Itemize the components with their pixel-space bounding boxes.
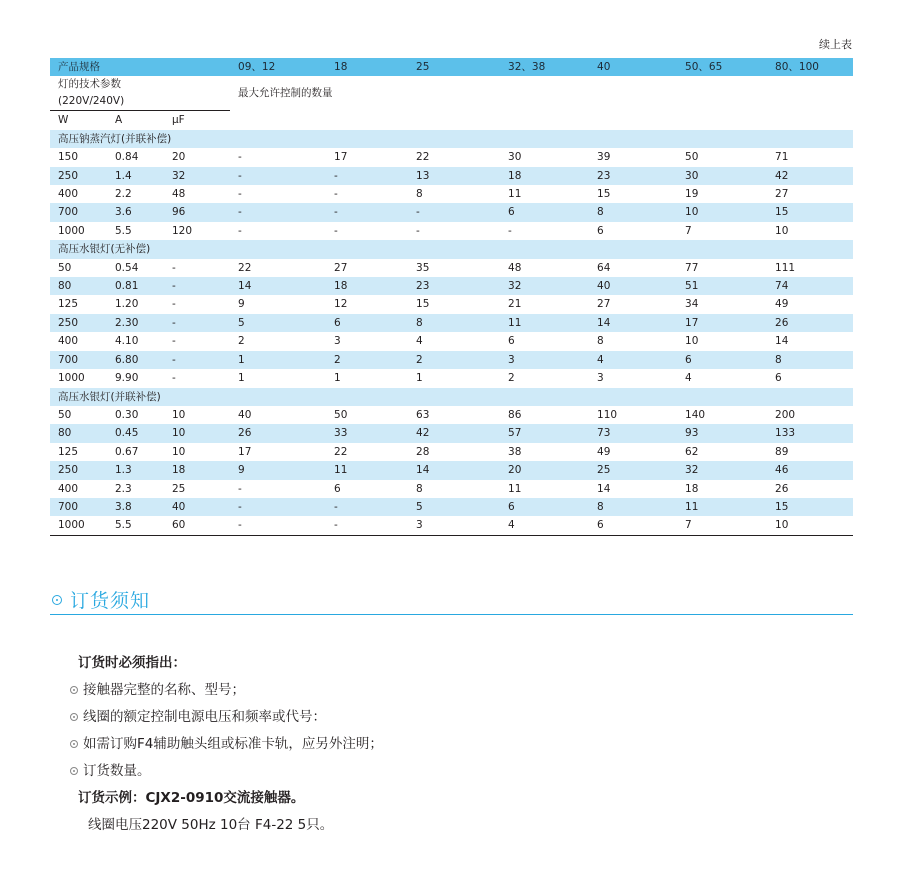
table-cell: 1000 [50,516,107,535]
table-cell: 17 [677,314,767,332]
section-title: 订货须知 [70,590,151,612]
table-cell: 5.5 [107,516,164,535]
table-cell: 27 [326,259,408,277]
table-cell: 0.84 [107,148,164,166]
table-cell: 6 [767,369,853,387]
table-cell: 63 [408,406,500,424]
table-cell: 26 [767,314,853,332]
table-cell: 14 [230,277,326,295]
table-cell: - [326,185,408,203]
table-cell: 50 [50,406,107,424]
header-label: 产品规格 [50,58,230,76]
table-cell: 89 [767,443,853,461]
table-cell: - [408,203,500,221]
table-cell: 46 [767,461,853,479]
table-cell: 3 [326,332,408,350]
units-row [50,111,853,130]
table-cell: 17 [230,443,326,461]
table-cell: - [230,148,326,166]
group-title: 高压水银灯(无补偿) [50,240,853,258]
table-cell: 2.3 [107,480,164,498]
table-cell: 250 [50,167,107,185]
table-cell: 25 [589,461,677,479]
table-cell: 22 [408,148,500,166]
table-cell: 9 [230,295,326,313]
table-cell: 11 [500,314,589,332]
table-row [50,461,853,479]
table-cell: 10 [164,443,230,461]
lamp-params-row [50,76,853,93]
table-cell: 42 [767,167,853,185]
table-row [50,351,853,369]
table-cell: 11 [326,461,408,479]
table-cell: 0.67 [107,443,164,461]
table-cell: 93 [677,424,767,442]
table-cell: 9.90 [107,369,164,387]
list-item: 线圈的额定控制电源电压和频率或代号： [70,704,383,731]
table-cell: 8 [589,203,677,221]
table-cell: 8 [408,314,500,332]
table-cell: - [230,167,326,185]
table-row [50,148,853,166]
table-row [50,332,853,350]
table-cell: 700 [50,498,107,516]
table-cell: 11 [500,480,589,498]
table-cell: 133 [767,424,853,442]
table-row [50,443,853,461]
table-cell: - [408,222,500,240]
table-cell: 8 [767,351,853,369]
table-cell: 40 [230,406,326,424]
table-cell: - [326,222,408,240]
table-row [50,167,853,185]
table-cell: 1000 [50,222,107,240]
table-cell: - [164,295,230,313]
table-cell: 125 [50,443,107,461]
table-cell: 5 [230,314,326,332]
table-cell: 18 [326,277,408,295]
table-cell: 10 [767,516,853,535]
table-cell: 200 [767,406,853,424]
table-cell: - [164,351,230,369]
table-cell: 3.6 [107,203,164,221]
table-cell: 49 [589,443,677,461]
table-cell: 20 [164,148,230,166]
group-title: 高压钠蒸汽灯(并联补偿) [50,130,853,148]
table-cell: - [164,314,230,332]
table-cell: 8 [589,332,677,350]
table-row [50,516,853,535]
size-header: 32、38 [500,58,589,76]
table-cell: 7 [677,516,767,535]
table-cell: 6 [500,203,589,221]
table-cell: 57 [500,424,589,442]
continued-label: 续上表 [819,38,852,51]
table-cell: 1.4 [107,167,164,185]
table-cell: - [326,516,408,535]
table-cell: 14 [589,480,677,498]
table-cell: 50 [50,259,107,277]
table-cell: 3 [408,516,500,535]
table-cell: 700 [50,351,107,369]
table-cell: 23 [408,277,500,295]
table-cell: 30 [677,167,767,185]
circle-bullet-icon [70,686,78,694]
table-cell: 250 [50,314,107,332]
order-example-detail: 线圈电压220V 50Hz 10台 F4-22 5只。 [88,817,334,833]
size-header: 40 [589,58,677,76]
table-cell: - [230,203,326,221]
table-cell: 34 [677,295,767,313]
table-cell: - [164,277,230,295]
table-cell: 18 [500,167,589,185]
target-circle-icon [52,595,62,605]
table-cell: 74 [767,277,853,295]
section-header [50,588,853,615]
group-title: 高压水银灯(并联补偿) [50,388,853,406]
table-cell: 28 [408,443,500,461]
table-cell: 3.8 [107,498,164,516]
table-cell: - [230,516,326,535]
table-cell: 120 [164,222,230,240]
table-cell: 73 [589,424,677,442]
table-cell: 14 [767,332,853,350]
table-cell: - [500,222,589,240]
table-cell: - [326,203,408,221]
table-cell: 27 [589,295,677,313]
table-cell: 38 [500,443,589,461]
table-cell: 18 [677,480,767,498]
size-header: 80、100 [767,58,853,76]
table-row [50,295,853,313]
lamp-params-label: 灯的技术参数 [50,76,230,93]
table-cell: - [230,185,326,203]
group-title-row [50,388,853,406]
table-cell: 6 [589,222,677,240]
table-row [50,369,853,387]
table-cell: 14 [408,461,500,479]
table-cell: - [326,167,408,185]
table-cell: 60 [164,516,230,535]
table-cell: 25 [164,480,230,498]
table-cell: 3 [589,369,677,387]
table-cell: 111 [767,259,853,277]
table-header-row [50,58,853,76]
spacer [230,111,853,130]
table-cell: 4.10 [107,332,164,350]
table-cell: 11 [500,185,589,203]
table-cell: 26 [767,480,853,498]
spec-table [50,58,853,536]
table-cell: 10 [677,332,767,350]
group-title-row [50,240,853,258]
table-cell: 62 [677,443,767,461]
table-cell: 33 [326,424,408,442]
table-row [50,259,853,277]
list-item: 接触器完整的名称、型号； [70,677,383,704]
table-cell: 0.30 [107,406,164,424]
circle-bullet-icon [70,713,78,721]
table-cell: 6 [500,498,589,516]
table-cell: 51 [677,277,767,295]
table-row [50,406,853,424]
table-cell: 26 [230,424,326,442]
table-cell: 50 [677,148,767,166]
table-cell: - [164,332,230,350]
table-cell: 15 [589,185,677,203]
table-cell: 17 [326,148,408,166]
unit-uf: μF [164,111,230,130]
table-cell: 700 [50,203,107,221]
table-cell: 125 [50,295,107,313]
table-cell: 21 [500,295,589,313]
table-cell: 400 [50,480,107,498]
table-cell: 1 [326,369,408,387]
table-cell: 8 [589,498,677,516]
table-row [50,222,853,240]
list-item: 订货数量。 [70,758,383,785]
table-cell: 77 [677,259,767,277]
table-cell: 0.45 [107,424,164,442]
table-cell: - [164,259,230,277]
table-cell: 19 [677,185,767,203]
table-cell: 42 [408,424,500,442]
table-cell: 11 [677,498,767,516]
table-cell: 39 [589,148,677,166]
table-cell: 27 [767,185,853,203]
size-header: 50、65 [677,58,767,76]
table-cell: 3 [500,351,589,369]
table-cell: 1 [408,369,500,387]
must-specify-label: 订货时必须指出： [78,655,186,671]
table-cell: 35 [408,259,500,277]
group-title-row [50,130,853,148]
unit-w: W [50,111,107,130]
table-cell: 1000 [50,369,107,387]
table-cell: 110 [589,406,677,424]
table-cell: 32 [164,167,230,185]
table-cell: 13 [408,167,500,185]
voltage-label: (220V/240V) [50,93,230,111]
table-row [50,498,853,516]
size-header: 18 [326,58,408,76]
table-cell: 5 [408,498,500,516]
table-cell: 4 [589,351,677,369]
table-cell: 6 [677,351,767,369]
table-cell: 80 [50,277,107,295]
table-cell: 2.2 [107,185,164,203]
table-cell: 0.54 [107,259,164,277]
table-cell: 8 [408,480,500,498]
max-count-label: 最大允许控制的数量 [230,76,853,111]
table-cell: 140 [677,406,767,424]
table-cell: 64 [589,259,677,277]
table-row [50,424,853,442]
table-cell: 2 [500,369,589,387]
table-cell: 2.30 [107,314,164,332]
table-cell: 2 [230,332,326,350]
table-cell: 40 [589,277,677,295]
table-cell: 150 [50,148,107,166]
table-cell: - [230,222,326,240]
table-cell: 6 [326,314,408,332]
table-cell: 15 [767,203,853,221]
table-cell: 86 [500,406,589,424]
table-cell: 71 [767,148,853,166]
table-row [50,314,853,332]
unit-a: A [107,111,164,130]
table-cell: 1.3 [107,461,164,479]
table-cell: 40 [164,498,230,516]
table-cell: - [230,498,326,516]
table-row [50,185,853,203]
table-cell: 6 [500,332,589,350]
table-cell: 48 [500,259,589,277]
table-cell: 400 [50,185,107,203]
table-cell: 22 [326,443,408,461]
table-cell: 14 [589,314,677,332]
table-cell: 1 [230,351,326,369]
table-cell: 15 [767,498,853,516]
table-cell: 4 [408,332,500,350]
table-cell: 32 [677,461,767,479]
size-header: 25 [408,58,500,76]
table-cell: 96 [164,203,230,221]
table-cell: - [164,369,230,387]
table-cell: - [326,498,408,516]
table-cell: 30 [500,148,589,166]
table-cell: 6.80 [107,351,164,369]
table-cell: 4 [500,516,589,535]
table-row [50,480,853,498]
table-cell: 5.5 [107,222,164,240]
table-cell: 400 [50,332,107,350]
table-cell: 4 [677,369,767,387]
table-cell: 0.81 [107,277,164,295]
table-cell: 7 [677,222,767,240]
size-header: 09、12 [230,58,326,76]
circle-bullet-icon [70,740,78,748]
list-item: 如需订购F4辅助触头组或标准卡轨，应另外注明； [70,731,383,758]
table-row [50,277,853,295]
table-cell: 22 [230,259,326,277]
table-cell: 49 [767,295,853,313]
table-cell: 6 [326,480,408,498]
table-cell: 80 [50,424,107,442]
table-cell: 23 [589,167,677,185]
table-cell: 15 [408,295,500,313]
table-cell: 2 [408,351,500,369]
table-cell: 32 [500,277,589,295]
table-cell: 1 [230,369,326,387]
table-cell: 50 [326,406,408,424]
table-cell: 20 [500,461,589,479]
table-cell: 10 [164,406,230,424]
table-cell: 12 [326,295,408,313]
table-cell: 1.20 [107,295,164,313]
table-cell: 2 [326,351,408,369]
circle-bullet-icon [70,767,78,775]
table-cell: 8 [408,185,500,203]
table-cell: 10 [677,203,767,221]
table-cell: 10 [164,424,230,442]
table-cell: 18 [164,461,230,479]
table-cell: 6 [589,516,677,535]
table-cell: 9 [230,461,326,479]
table-cell: 48 [164,185,230,203]
table-row [50,203,853,221]
table-cell: 10 [767,222,853,240]
order-example-label: 订货示例：CJX2-0910交流接触器。 [78,790,305,806]
table-cell: - [230,480,326,498]
table-cell: 250 [50,461,107,479]
ordering-notes [70,650,383,839]
